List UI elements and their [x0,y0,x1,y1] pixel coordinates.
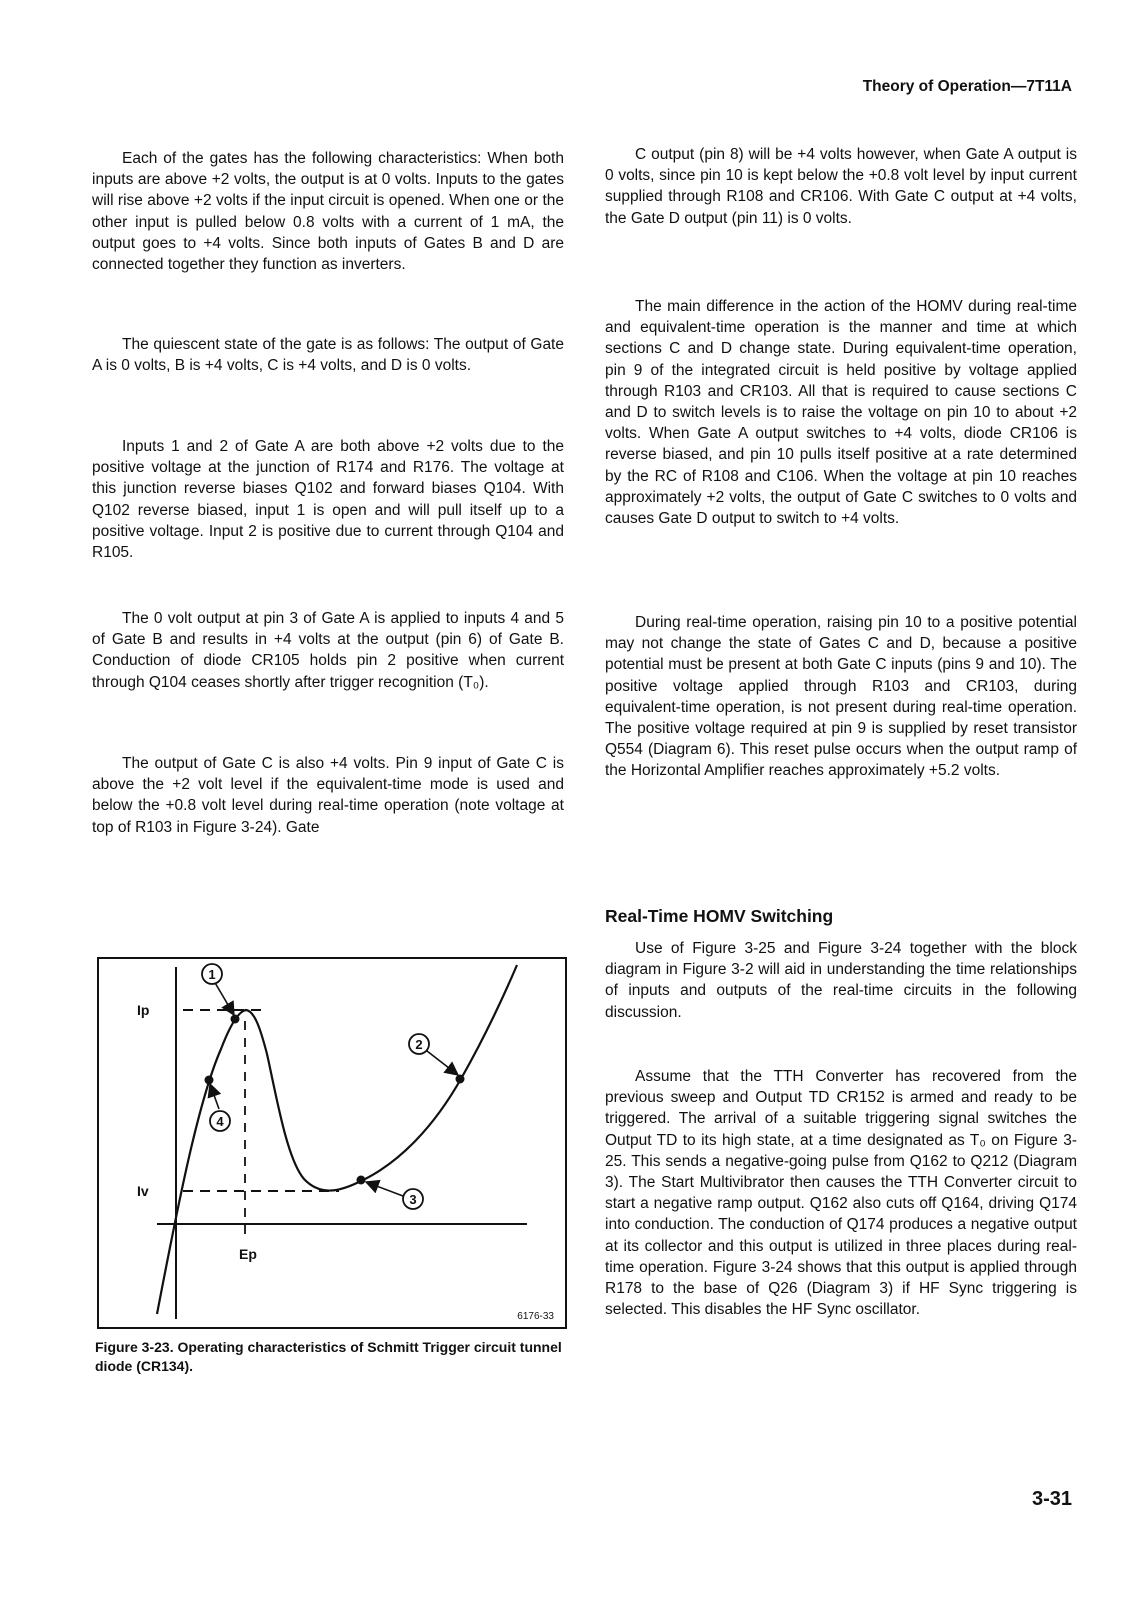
paragraph: C output (pin 8) will be +4 volts however, when Gate A output is 0 volts, since pin 10 is kept below the +0.8 volt level by input current supplied through R108 and CR106. With Gate C output at +4 volts, the Gate D output (pin 11) is 0 volts. [605,146,1077,227]
callout-arrow [427,1051,458,1075]
paragraph: Each of the gates has the following characteristics: When both inputs are above +2 volts, the output is at 0 volts. Inputs to the gates will rise above +2 volts if the input circuit is opened. When one or the other input is pulled below 0.8 volts with a current of 1 mA, the output goes to +4 volts. Since both inputs of Gates B and D are connected together they function as inverters. [92,150,564,274]
iv-label: Iv [137,1183,149,1199]
callout-number: 1 [208,967,216,982]
paragraph: The output of Gate C is also +4 volts. Pin 9 input of Gate C is above the +2 volt level if the equivalent-time mode is used and below the +0.8 volt level during real-time operation (note voltage at top of R103 in Figure 3-24). Gate [92,755,564,836]
figure-caption: Figure 3-23. Operating characteristics of Schmitt Trigger circuit tunnel diode (CR134). [95,1339,562,1374]
curve-point [205,1076,214,1085]
callout-number: 2 [415,1037,423,1052]
section-heading: Real-Time HOMV Switching [605,906,834,926]
tunnel-diode-curve-diagram [99,959,569,1331]
paragraph: Assume that the TTH Converter has recovered from the previous sweep and Output TD CR152 is armed and ready to be triggered. The arrival of a suitable triggering signal switches the Output TD to its high state, at a time designated as T₀ on Figure 3-25. This sends a negative-going pulse from Q162 to Q212 (Diagram 3). The Start Multivibrator then causes the TTH Converter circuit to start a negative ramp output. Q162 also cuts off Q164, driving Q174 into conduction. The conduction of Q174 produces a negative output at its collector and this output is utilized in three places during real-time operation. Figure 3-24 shows that this output is applied through R178 to the base of Q26 (Diagram 3) if HF Sync triggering is selected. This disables the HF Sync oscillator. [605,1068,1077,1319]
callout-number: 3 [409,1192,417,1207]
figure-schmitt-trigger-characteristic [97,957,567,1329]
paragraph: The 0 volt output at pin 3 of Gate A is applied to inputs 4 and 5 of Gate B and results in +4 volts at the output (pin 6) of Gate B. Conduction of diode CR105 holds pin 2 positive when current through Q104 ceases shortly after trigger recognition (T₀). [92,610,564,691]
page-number: 3-31 [1031,1488,1072,1510]
ep-label: Ep [239,1246,257,1262]
characteristic-curve [157,965,517,1314]
callout-arrow [366,1182,403,1196]
callout-arrow [210,1084,219,1109]
paragraph: The main difference in the action of the HOMV during real-time and equivalent-time operation is the manner and time at which sections C and D change state. During equivalent-time operation, pin 9 of the integrated circuit is held positive by voltage applied through R103 and CR103. All that is required to cause sections C and D to switch levels is to raise the voltage on pin 10 to about +2 volts. When Gate A output switches to +4 volts, diode CR106 is reverse biased, and pin 10 pulls itself positive at a rate determined by the RC of R108 and C106. When the voltage at pin 10 reaches approximately +2 volts, the output of Gate C switches to 0 volts and causes Gate D output to switch to +4 volts. [605,298,1077,528]
page-header: Theory of Operation—7T11A [862,78,1072,95]
paragraph: The quiescent state of the gate is as follows: The output of Gate A is 0 volts, B is +4 volts, C is +4 volts, and D is 0 volts. [92,336,564,375]
curve-point [357,1176,366,1185]
figure-code: 6176-33 [517,1311,554,1322]
paragraph: During real-time operation, raising pin 10 to a positive potential may not change the state of Gates C and D, because a positive potential must be present at both Gate C inputs (pins 9 and 10). The positive voltage applied through R103 and CR103, during equivalent-time operation, is not present during real-time operation. The positive voltage required at pin 9 is supplied by reset transistor Q554 (Diagram 6). This reset pulse occurs when the output ramp of the Horizontal Amplifier reaches approximately +5.2 volts. [605,614,1077,780]
curve-point [231,1015,240,1024]
paragraph: Inputs 1 and 2 of Gate A are both above +2 volts due to the positive voltage at the junction of R174 and R176. The voltage at this junction reverse biases Q102 and forward biases Q104. With Q102 reverse biased, input 1 is open and will pull itself up to a positive voltage. Input 2 is positive due to current through Q104 and R105. [92,438,564,562]
ip-label: Ip [137,1002,150,1018]
paragraph: Use of Figure 3-25 and Figure 3-24 together with the block diagram in Figure 3-2 will aid in understanding the time relationships of inputs and outputs of the real-time circuits in the following discussion. [605,940,1077,1021]
curve-point [456,1075,465,1084]
callout-number: 4 [216,1114,224,1129]
